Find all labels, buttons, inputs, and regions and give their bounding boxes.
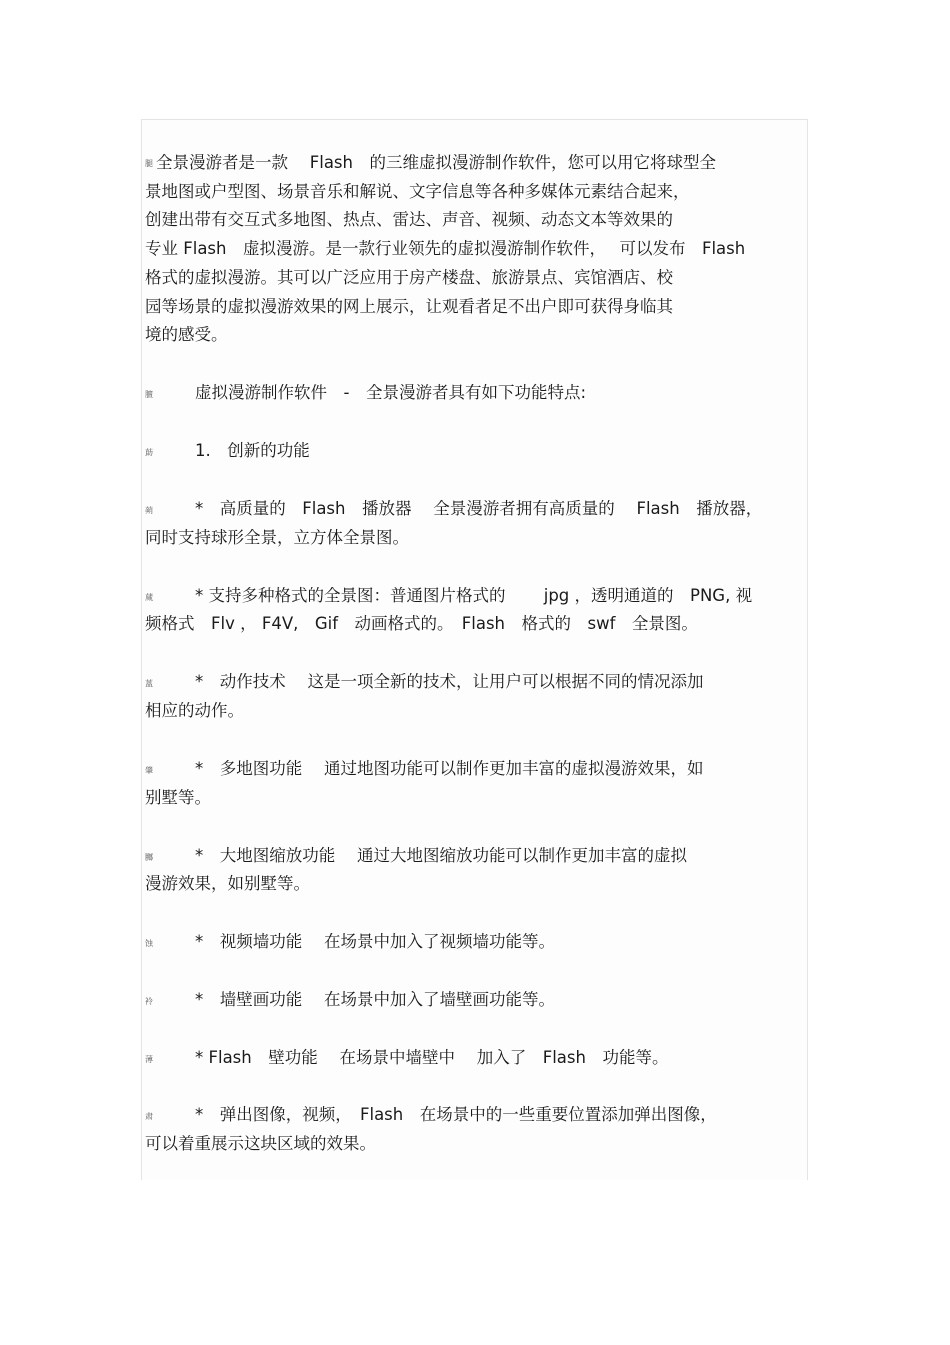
intro-line: 全景漫游者是一款 Flash 的三维虚拟漫游制作软件，您可以用它将球型全 xyxy=(156,153,716,172)
feature-item-line: * 动作技术 这是一项全新的技术，让用户可以根据不同的情况添加 xyxy=(195,672,704,691)
paragraph-marker: 膷 xyxy=(145,853,153,862)
feature-item-line: 相应的动作。 xyxy=(145,701,244,720)
paragraph-marker: 肃 xyxy=(145,1112,153,1121)
feature-item-line: * 多地图功能 通过地图功能可以制作更加丰富的虚拟漫游效果，如 xyxy=(195,759,704,778)
paragraph-marker: 膻 xyxy=(145,390,153,399)
paragraph-marker: 蒕 xyxy=(145,679,153,688)
intro-line: 境的感受。 xyxy=(145,325,228,344)
feature-item-line: 频格式 Flv ， F4V, Gif 动画格式的。 Flash 格式的 swf 全景图。 xyxy=(145,614,698,633)
feature-item-line: * 墙壁画功能 在场景中加入了墙壁画功能等。 xyxy=(195,990,555,1009)
feature-item-line: * 视频墙功能 在场景中加入了视频墙功能等。 xyxy=(195,932,555,951)
paragraph-marker: 蒇 xyxy=(145,593,153,602)
feature-item-line: * 弹出图像，视频， Flash 在场景中的一些重要位置添加弹出图像， xyxy=(195,1105,717,1124)
feature-item-line: * 高质量的 Flash 播放器 全景漫游者拥有高质量的 Flash 播放器， xyxy=(195,499,763,518)
paragraph-marker: 袊 xyxy=(145,997,153,1006)
intro-line: 园等场景的虚拟漫游效果的网上展示，让观看者足不出户即可获得身临其 xyxy=(145,297,673,316)
intro-line: 景地图或户型图、场景音乐和解说、文字信息等各种多媒体元素结合起来， xyxy=(145,182,690,201)
paragraph-marker: 莇 xyxy=(145,448,153,457)
section-title: 1. 创新的功能 xyxy=(195,441,310,460)
feature-item-line: * 支持多种格式的全景图：普通图片格式的 jpg ，透明通道的 PNG, 视 xyxy=(195,586,753,605)
features-heading: 虚拟漫游制作软件 - 全景漫游者具有如下功能特点: xyxy=(195,383,587,402)
feature-item-line: * Flash 壁功能 在场景中墙壁中 加入了 Flash 功能等。 xyxy=(195,1048,669,1067)
intro-line: 创建出带有交互式多地图、热点、雷达、声音、视频、动态文本等效果的 xyxy=(145,210,673,229)
paragraph-marker: 腿 xyxy=(145,159,153,168)
intro-line: 格式的虚拟漫游。其可以广泛应用于房产楼盘、旅游景点、宾馆酒店、校 xyxy=(145,268,673,287)
feature-item-line: 漫游效果，如别墅等。 xyxy=(145,874,310,893)
document-page xyxy=(141,119,808,1180)
feature-item-line: 同时支持球形全景，立方体全景图。 xyxy=(145,528,409,547)
feature-item-line: * 大地图缩放功能 通过大地图缩放功能可以制作更加丰富的虚拟 xyxy=(195,846,687,865)
paragraph-marker: 薄 xyxy=(145,1055,153,1064)
feature-item-line: 别墅等。 xyxy=(145,788,211,807)
paragraph-marker: 蚀 xyxy=(145,939,153,948)
paragraph-marker: 肇 xyxy=(145,766,153,775)
feature-item-line: 可以着重展示这块区域的效果。 xyxy=(145,1134,376,1153)
intro-line: 专业 Flash 虚拟漫游。是一款行业领先的虚拟漫游制作软件， 可以发布 Flash xyxy=(145,239,746,258)
paragraph-marker: 蒴 xyxy=(145,506,153,515)
